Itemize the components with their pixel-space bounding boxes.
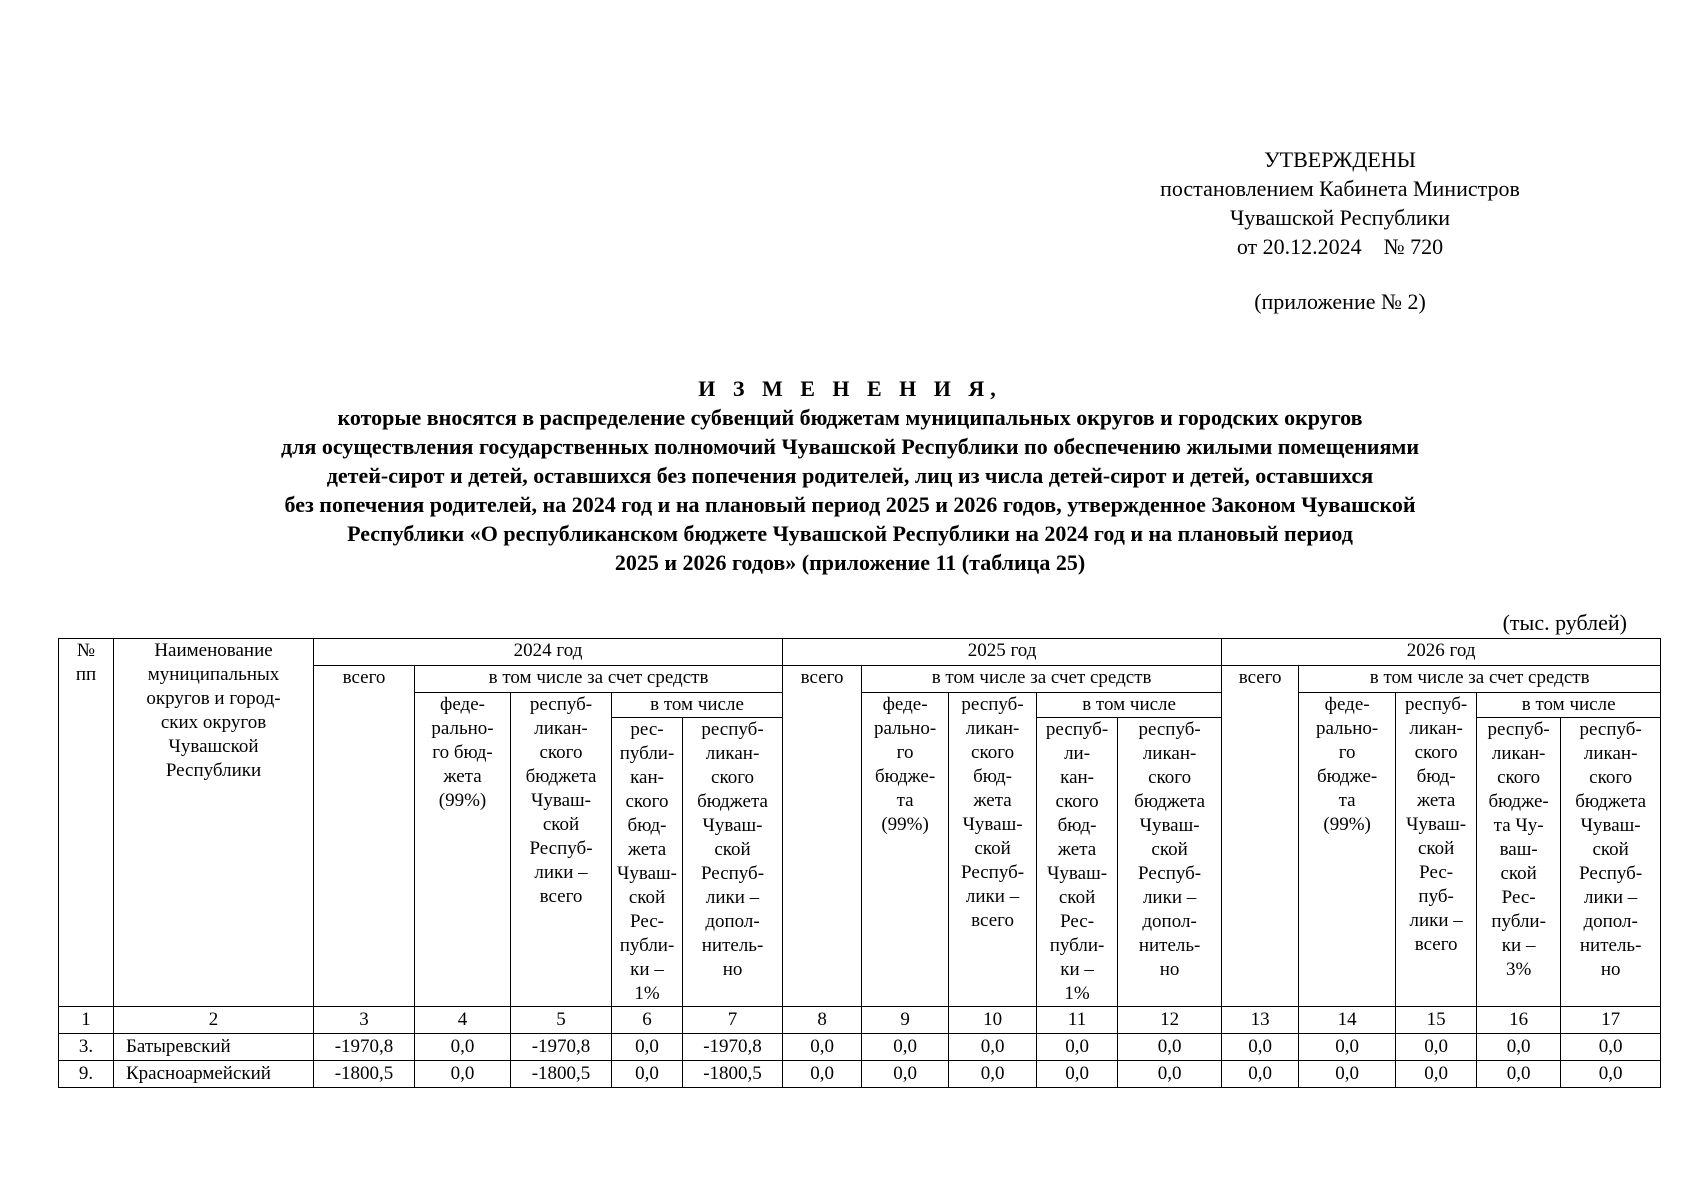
value-cell: -1970,8: [683, 1034, 783, 1061]
value-cell: 0,0: [783, 1034, 862, 1061]
header-republic-1pct-2025: респуб- ли- кан- ского бюд- жета Чуваш- ской Рес- публи- ки – 1%: [1037, 718, 1118, 1007]
header-sources-2025: в том числе за счет средств: [862, 666, 1222, 693]
value-cell: -1800,5: [683, 1061, 783, 1088]
column-number: 1: [59, 1007, 114, 1034]
header-republic-additional-2024: респуб- ликан- ского бюджета Чуваш- ской Респуб- лики – допол- нитель- но: [683, 718, 783, 1007]
appendix-label: (приложение № 2): [1254, 289, 1426, 314]
table-body: [59, 1034, 1661, 1088]
column-number: 15: [1396, 1007, 1477, 1034]
header-total-2024: всего: [314, 666, 415, 1007]
header-including-2025: в том числе: [1037, 693, 1222, 718]
header-federal-2024: феде- рально- го бюд- жета (99%): [415, 693, 511, 1007]
value-cell: 0,0: [1396, 1034, 1477, 1061]
column-number: 4: [415, 1007, 511, 1034]
value-cell: 0,0: [415, 1034, 511, 1061]
column-number: 6: [612, 1007, 683, 1034]
header-municipality-name: Наименование муниципальных округов и город- ских округов Чувашской Республики: [114, 639, 314, 1007]
value-cell: 0,0: [612, 1034, 683, 1061]
table-row: [59, 1034, 1661, 1061]
header-year-2025: 2025 год: [783, 639, 1222, 666]
header-year-2024: 2024 год: [314, 639, 783, 666]
header-republic-total-2025: респуб- ликан- ского бюд- жета Чуваш- ской Респуб- лики – всего: [949, 693, 1037, 1007]
column-number: 17: [1561, 1007, 1661, 1034]
value-cell: 0,0: [1477, 1034, 1561, 1061]
column-number: 8: [783, 1007, 862, 1034]
column-number: 12: [1118, 1007, 1222, 1034]
title-line: детей-сирот и детей, оставшихся без попечения родителей, лиц из числа детей-сирот и детей, оставшихся: [326, 463, 1374, 488]
value-cell: -1800,5: [314, 1061, 415, 1088]
header-republic-additional-2026: респуб- ликан- ского бюджета Чуваш- ской Респуб- лики – допол- нитель- но: [1561, 718, 1661, 1007]
title-line: Республики «О республиканском бюджете Чувашской Республики на 2024 год и на плановый период: [347, 521, 1353, 546]
header-year-2026: 2026 год: [1222, 639, 1661, 666]
header-republic-total-2026: респуб- ликан- ского бюд- жета Чуваш- ской Рес- пуб- лики – всего: [1396, 693, 1477, 1007]
title-heading: И З М Е Н Е Н И Я,: [698, 376, 1002, 401]
approval-decree: постановлением Кабинета Министров: [1160, 176, 1520, 201]
value-cell: 0,0: [1299, 1061, 1396, 1088]
title-line: которые вносятся в распределение субвенций бюджетам муниципальных округов и городских округов: [337, 405, 1363, 430]
value-cell: 0,0: [612, 1061, 683, 1088]
column-number: 11: [1037, 1007, 1118, 1034]
subsidy-table: [58, 638, 1661, 1088]
value-cell: 0,0: [1118, 1034, 1222, 1061]
column-numbers-row: [59, 1007, 1661, 1034]
title-line: без попечения родителей, на 2024 год и на плановый период 2025 и 2026 годов, утвержденное Законом Чувашской: [284, 492, 1416, 517]
value-cell: 0,0: [862, 1061, 949, 1088]
approval-stamp: [1100, 145, 1580, 316]
table-row: [59, 1061, 1661, 1088]
column-number: 14: [1299, 1007, 1396, 1034]
value-cell: 0,0: [1037, 1061, 1118, 1088]
value-cell: 0,0: [1561, 1061, 1661, 1088]
row-number-cell: 9.: [59, 1061, 114, 1088]
header-republic-total-2024: респуб- ликан- ского бюджета Чуваш- ской Респуб- лики – всего: [511, 693, 612, 1007]
column-number: 3: [314, 1007, 415, 1034]
header-republic-additional-2025: респуб- ликан- ского бюджета Чуваш- ской Респуб- лики – допол- нитель- но: [1118, 718, 1222, 1007]
column-number: 5: [511, 1007, 612, 1034]
column-number: 10: [949, 1007, 1037, 1034]
header-total-2026: всего: [1222, 666, 1299, 1007]
column-number: 9: [862, 1007, 949, 1034]
header-including-2024: в том числе: [612, 693, 783, 718]
value-cell: 0,0: [1118, 1061, 1222, 1088]
column-number: 13: [1222, 1007, 1299, 1034]
row-number-cell: 3.: [59, 1034, 114, 1061]
value-cell: -1970,8: [511, 1034, 612, 1061]
header-sources-2024: в том числе за счет средств: [415, 666, 783, 693]
document-title: [150, 374, 1550, 577]
value-cell: 0,0: [1477, 1061, 1561, 1088]
title-line: 2025 и 2026 годов» (приложение 11 (таблица 25): [614, 550, 1086, 575]
approval-title: УТВЕРЖДЕНЫ: [1264, 147, 1416, 172]
approval-date-number: от 20.12.2024 № 720: [1236, 234, 1444, 259]
value-cell: -1800,5: [511, 1061, 612, 1088]
header-federal-2025: феде- рально- го бюдже- та (99%): [862, 693, 949, 1007]
header-federal-2026: феде- рально- го бюдже- та (99%): [1299, 693, 1396, 1007]
header-republic-3pct-2026: респуб- ликан- ского бюдже- та Чу- ваш- ской Рес- публи- ки – 3%: [1477, 718, 1561, 1007]
value-cell: -1970,8: [314, 1034, 415, 1061]
unit-label: (тыс. рублей): [1502, 610, 1627, 635]
municipality-name-cell: Красноармейский: [114, 1061, 314, 1088]
header-sources-2026: в том числе за счет средств: [1299, 666, 1661, 693]
approval-authority: Чувашской Республики: [1229, 205, 1451, 230]
column-number: 2: [114, 1007, 314, 1034]
value-cell: 0,0: [415, 1061, 511, 1088]
value-cell: 0,0: [1037, 1034, 1118, 1061]
value-cell: 0,0: [862, 1034, 949, 1061]
value-cell: 0,0: [1222, 1061, 1299, 1088]
value-cell: 0,0: [949, 1034, 1037, 1061]
value-cell: 0,0: [1299, 1034, 1396, 1061]
header-republic-1pct-2024: рес- публи- кан- ского бюд- жета Чуваш- ской Рес- публи- ки – 1%: [612, 718, 683, 1007]
value-cell: 0,0: [783, 1061, 862, 1088]
header-row-years: [59, 639, 1661, 666]
municipality-name-cell: Батыревский: [114, 1034, 314, 1061]
title-line: для осуществления государственных полномочий Чувашской Республики по обеспечению жилыми помещениями: [280, 434, 1420, 459]
value-cell: 0,0: [1561, 1034, 1661, 1061]
header-including-2026: в том числе: [1477, 693, 1661, 718]
value-cell: 0,0: [1396, 1061, 1477, 1088]
column-number: 7: [683, 1007, 783, 1034]
header-total-2025: всего: [783, 666, 862, 1007]
value-cell: 0,0: [1222, 1034, 1299, 1061]
header-number: № пп: [59, 639, 114, 1007]
value-cell: 0,0: [949, 1061, 1037, 1088]
column-number: 16: [1477, 1007, 1561, 1034]
